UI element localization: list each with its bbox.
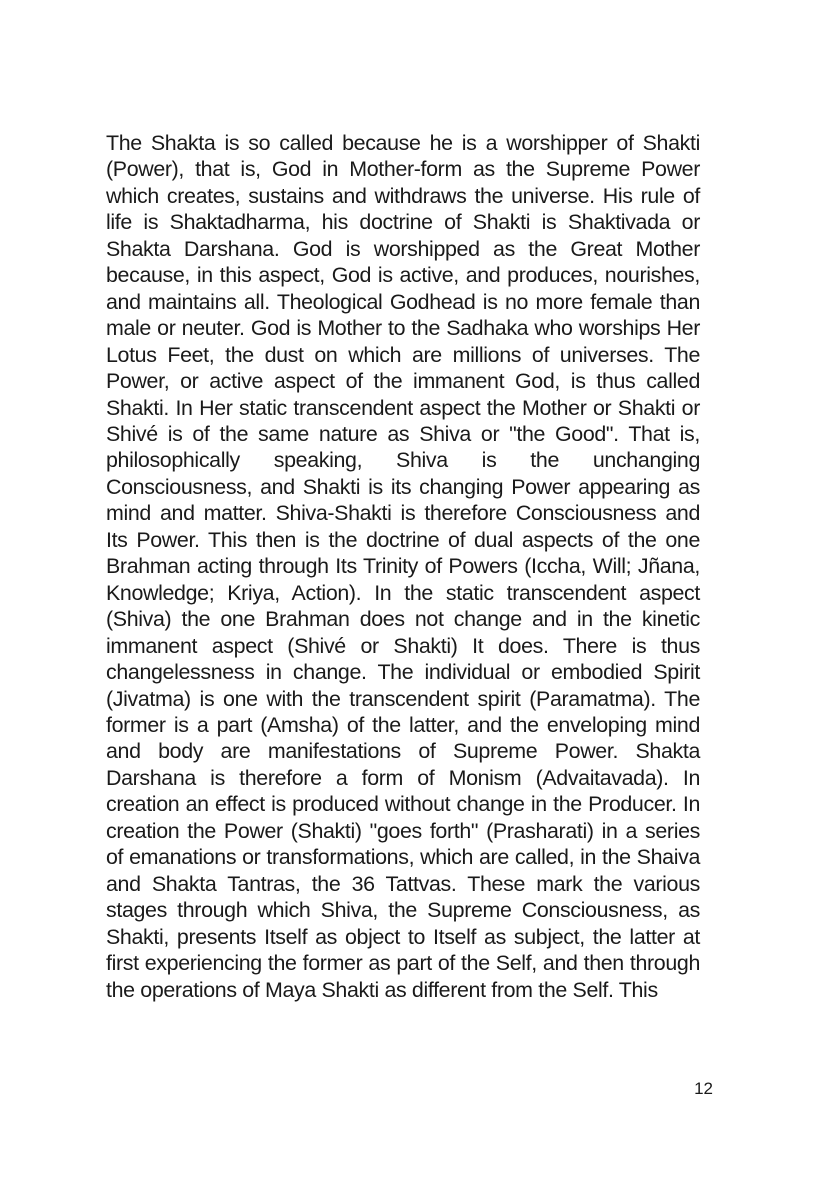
page-number: 12 bbox=[694, 1079, 713, 1098]
body-paragraph: The Shakta is so called because he is a worshipper of Shakti (Power), that is, God in Mother-form as the Supreme Power which creates, sustains and withdraws the universe. His rule of life is Shaktadharma, his doctrine of Shakti is Shaktivada or Shakta Darshana. God is worshipped as the Great Mother because, in this aspect, God is active, and produces, nourishes, and maintains all. Theological Godhead is no more female than male or neuter. God is Mother to the Sadhaka who worships Her Lotus Feet, the dust on which are millions of universes. The Power, or active aspect of the immanent God, is thus called Shakti. In Her static transcendent aspect the Mother or Shakti or Shivé is of the same nature as Shiva or "the Good". That is, philosophically speaking, Shiva is the unchanging Consciousness, and Shakti is its changing Power appearing as mind and matter. Shiva-Shakti is therefore Consciousness and Its Power. This then is the doctrine of dual aspects of the one Brahman acting through Its Trinity of Powers (Iccha, Will; Jñana, Knowledge; Kriya, Action). In the static transcendent aspect (Shiva) the one Brahman does not change and in the kinetic immanent aspect (Shivé or Shakti) It does. There is thus changelessness in change. The individual or embodied Spirit (Jivatma) is one with the transcendent spirit (Paramatma). The former is a part (Amsha) of the latter, and the enveloping mind and body are manifestations of Supreme Power. Shakta Darshana is therefore a form of Monism (Advaitavada). In creation an effect is produced without change in the Producer. In creation the Power (Shakti) "goes forth" (Prasharati) in a series of emanations or transformations, which are called, in the Shaiva and Shakta Tantras, the 36 Tattvas. These mark the various stages through which Shiva, the Supreme Consciousness, as Shakti, presents Itself as object to Itself as subject, the latter at first experiencing the former as part of the Self, and then through the operations of Maya Shakti as different from the Self. This bbox=[106, 131, 700, 1002]
